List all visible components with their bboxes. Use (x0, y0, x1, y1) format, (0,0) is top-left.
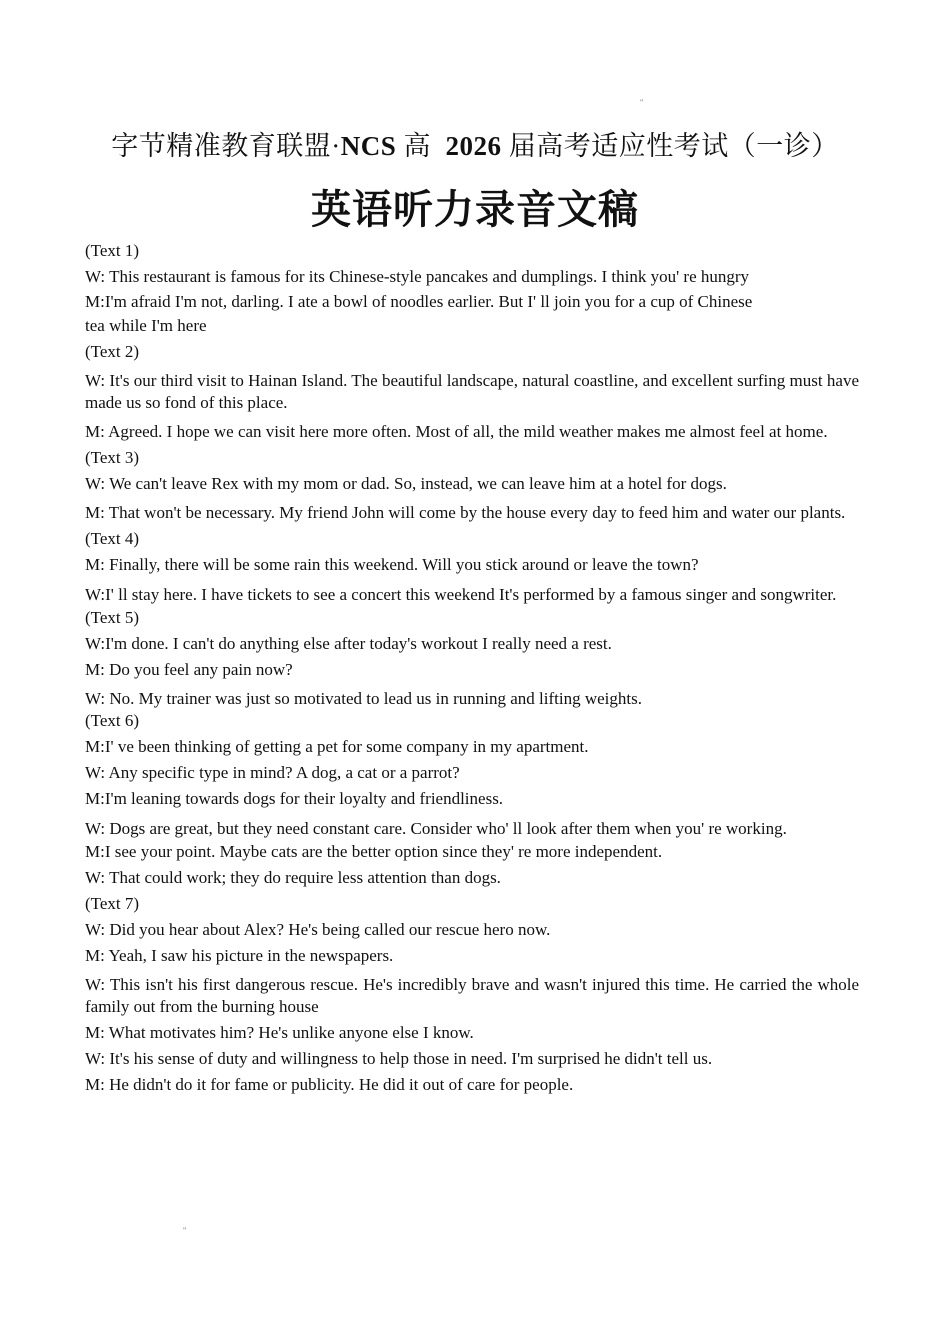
transcript-line: M: Agreed. I hope we can visit here more often. Most of all, the mild weather makes me almost feel at home. (85, 422, 828, 441)
page-title: 英语听力录音文稿 (311, 187, 639, 233)
text-heading: (Text 3) (85, 448, 140, 467)
header-year: 2026 (445, 131, 502, 161)
transcript-line: tea while I'm here (85, 316, 207, 335)
transcript-line: W: Dogs are great, but they need constant care. Consider who' ll look after them when you' re working. (85, 819, 787, 838)
transcript-line: W:I' ll stay here. I have tickets to see a concert this weekend It's performed by a famous singer and songwriter. (85, 585, 837, 604)
transcript-line: M:I see your point. Maybe cats are the better option since they' re more independent. (85, 842, 663, 861)
transcript-line: M:I'm leaning towards dogs for their loyalty and friendliness. (85, 789, 504, 808)
transcript-line: W: It's our third visit to Hainan Island. The beautiful landscape, natural coastline, and excellent surfing must have made us so fond of this place. (85, 371, 859, 412)
bottom-mark: " (183, 1226, 187, 1235)
text-heading: (Text 7) (85, 894, 140, 913)
transcript-line: W: It's his sense of duty and willingness to help those in need. I'm surprised he didn't tell us. (85, 1049, 713, 1068)
transcript-line: W:I'm done. I can't do anything else after today's workout I really need a rest. (85, 634, 612, 653)
text-heading: (Text 2) (85, 342, 140, 361)
transcript-line: W: That could work; they do require less attention than dogs. (85, 868, 501, 887)
text-heading: (Text 4) (85, 529, 140, 548)
transcript-line: M: That won't be necessary. My friend John will come by the house every day to feed him and water our plants. (85, 503, 846, 522)
transcript-line: W: This isn't his first dangerous rescue. He's incredibly brave and wasn't injured this time. He carried the whole family out from the burning house (85, 975, 859, 1016)
top-mark: " (640, 98, 644, 107)
transcript-line: M: He didn't do it for fame or publicity. He did it out of care for people. (85, 1075, 574, 1094)
text-heading: (Text 5) (85, 608, 140, 627)
transcript-line: W: This restaurant is famous for its Chinese-style pancakes and dumplings. I think you' re hungry (85, 267, 750, 286)
transcript-line: M: Do you feel any pain now? (85, 660, 293, 679)
header-ncs: NCS (340, 131, 397, 161)
transcript-line: W: We can't leave Rex with my mom or dad. So, instead, we can leave him at a hotel for dogs. (85, 474, 727, 493)
text-heading: (Text 1) (85, 241, 140, 260)
transcript-line: W: Did you hear about Alex? He's being called our rescue hero now. (85, 920, 551, 939)
header-suffix: 届高考适应性考试（一诊） (501, 131, 839, 161)
transcript-line: W: Any specific type in mind? A dog, a cat or a parrot? (85, 763, 460, 782)
header-mid: 高 (396, 131, 446, 161)
transcript-line: M: What motivates him? He's unlike anyone else I know. (85, 1023, 474, 1042)
header-prefix: 字节精准教育联盟· (111, 131, 341, 161)
exam-header (0, 124, 950, 163)
text-heading: (Text 6) (85, 711, 140, 730)
transcript-line: M:I' ve been thinking of getting a pet for some company in my apartment. (85, 737, 589, 756)
transcript-line: M: Finally, there will be some rain this weekend. Will you stick around or leave the town? (85, 555, 699, 574)
transcript-line: W: No. My trainer was just so motivated to lead us in running and lifting weights. (85, 689, 642, 708)
transcript-line: M: Yeah, I saw his picture in the newspapers. (85, 946, 394, 965)
transcript-line: M:I'm afraid I'm not, darling. I ate a bowl of noodles earlier. But I' ll join you for a cup of Chinese (85, 292, 753, 311)
transcript-body (85, 240, 859, 1096)
